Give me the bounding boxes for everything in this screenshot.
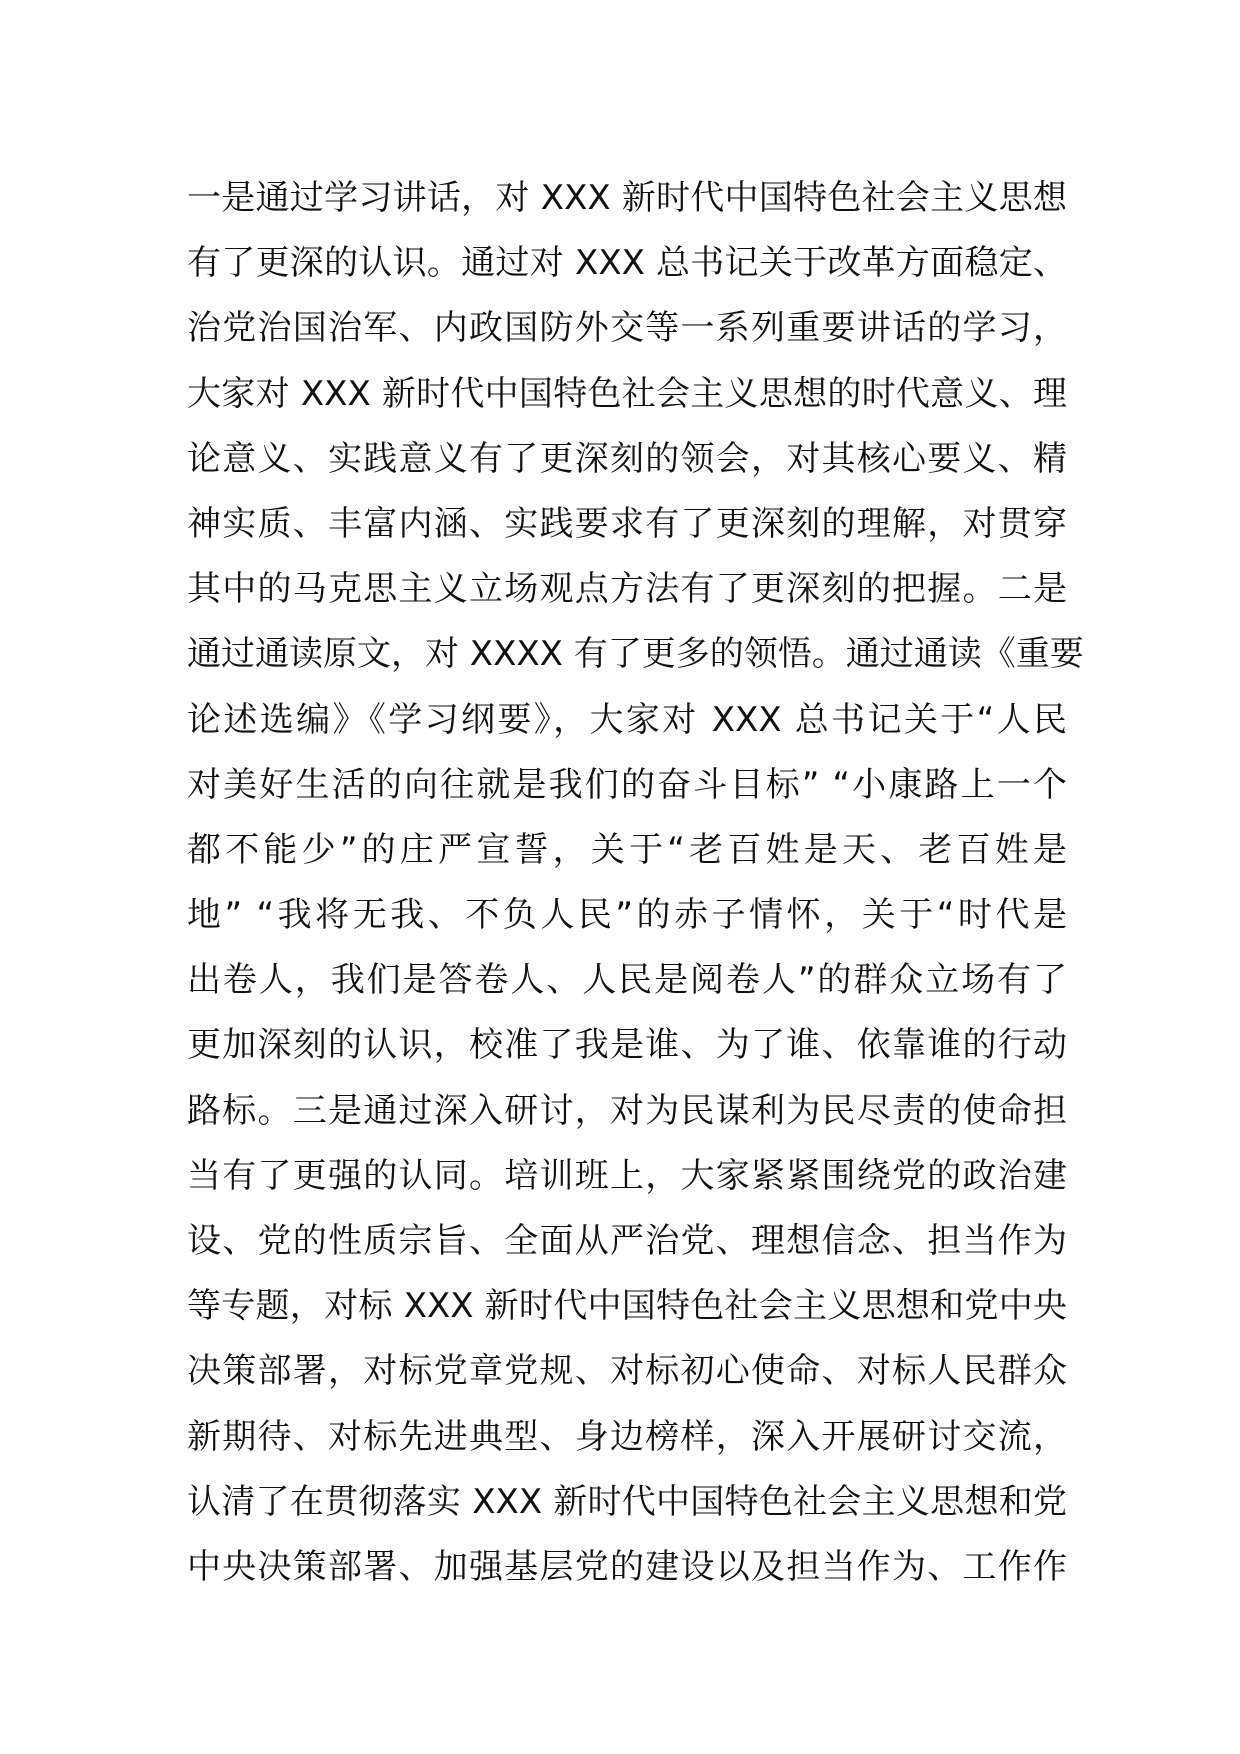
paragraph-line-1: 一是通过学习讲话，对 XXX 新时代中国特色社会主义思想: [187, 178, 1067, 218]
paragraph-line-20: 新期待、对标先进典型、身边榜样，深入开展研讨交流，: [187, 1416, 1067, 1457]
paragraph-line-14: 更加深刻的认识，校准了我是谁、为了谁、依靠谁的行动: [187, 1025, 1067, 1066]
paragraph-line-9: 论述选编》《学习纲要》，大家对 XXX 总书记关于“人民: [187, 699, 1067, 740]
paragraph-line-13: 出卷人，我们是答卷人、人民是阅卷人”的群众立场有了: [187, 960, 1067, 1001]
paragraph-line-8: 通过通读原文，对 XXXX 有了更多的领悟。通过通读《重要: [187, 634, 1084, 675]
paragraph-line-19: 决策部署，对标党章党规、对标初心使命、对标人民群众: [187, 1351, 1067, 1392]
paragraph-line-3: 治党治国治军、内政国防外交等一系列重要讲话的学习，: [187, 308, 1067, 349]
paragraph-line-7: 其中的马克思主义立场观点方法有了更深刻的把握。二是: [187, 569, 1067, 610]
paragraph-line-11: 都不能少”的庄严宣誓，关于“老百姓是天、老百姓是: [187, 829, 1067, 870]
paragraph-line-16: 当有了更强的认同。培训班上，大家紧紧围绕党的政治建: [187, 1155, 1067, 1196]
paragraph-line-10: 对美好生活的向往就是我们的奋斗目标” “小康路上一个: [187, 764, 1067, 805]
paragraph-line-21: 认清了在贯彻落实 XXX 新时代中国特色社会主义思想和党: [187, 1481, 1067, 1522]
paragraph-line-2: 有了更深的认识。通过对 XXX 总书记关于改革方面稳定、: [187, 243, 1067, 284]
paragraph-line-12: 地” “我将无我、不负人民”的赤子情怀，关于“时代是: [187, 895, 1067, 936]
paragraph-line-17: 设、党的性质宗旨、全面从严治党、理想信念、担当作为: [187, 1221, 1067, 1261]
paragraph-line-6: 神实质、丰富内涵、实践要求有了更深刻的理解，对贯穿: [187, 503, 1067, 544]
body-paragraph: [187, 166, 1084, 1600]
paragraph-line-15: 路标。三是通过深入研讨，对为民谋利为民尽责的使命担: [187, 1090, 1067, 1131]
paragraph-line-22: 中央决策部署、加强基层党的建设以及担当作为、工作作: [187, 1546, 1067, 1587]
paragraph-line-5: 论意义、实践意义有了更深刻的领会，对其核心要义、精: [187, 438, 1067, 479]
paragraph-line-18: 等专题，对标 XXX 新时代中国特色社会主义思想和党中央: [187, 1286, 1067, 1327]
paragraph-line-4: 大家对 XXX 新时代中国特色社会主义思想的时代意义、理: [187, 373, 1067, 414]
